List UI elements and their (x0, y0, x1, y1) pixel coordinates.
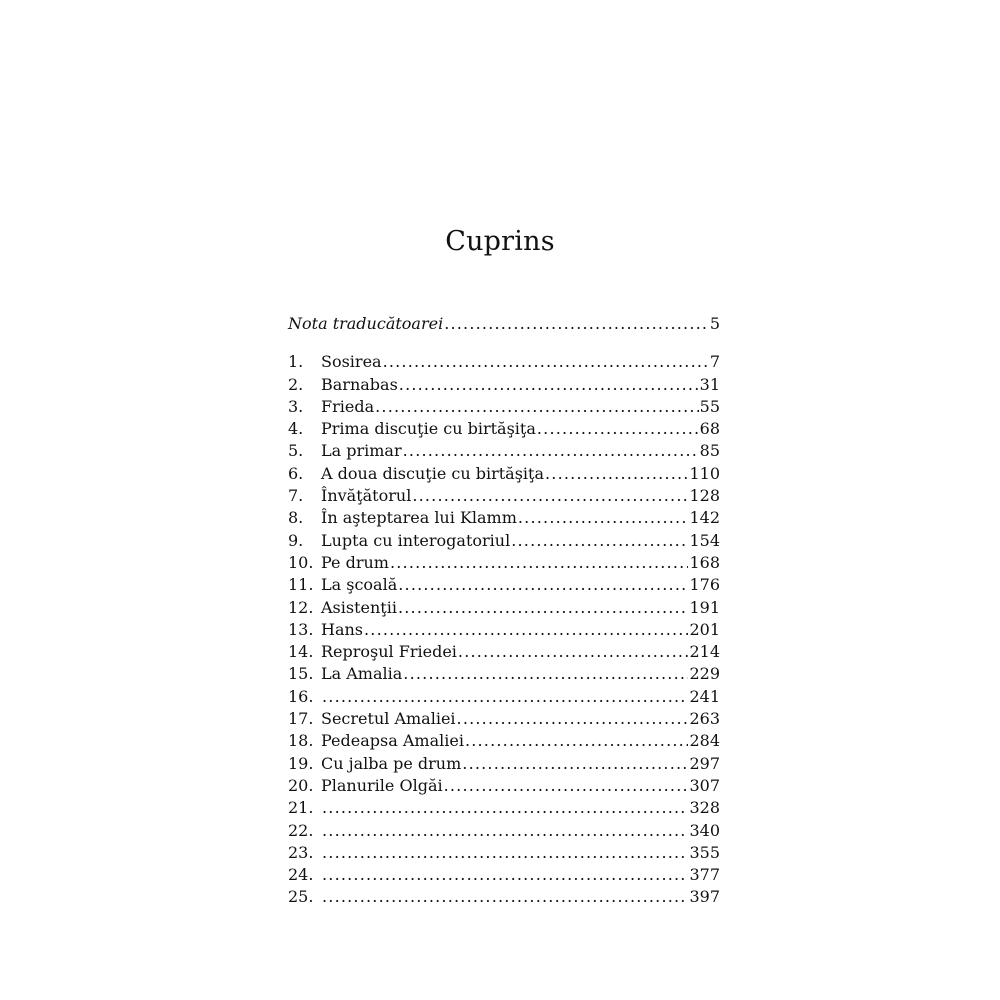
toc-entry-number: 10. (288, 552, 314, 572)
dot-leader (444, 313, 709, 335)
toc-entry[interactable] (288, 842, 720, 864)
dot-leader (383, 351, 709, 373)
chapter-list (288, 351, 720, 908)
toc-entry-page: 397 (689, 887, 720, 907)
toc-entry-page: 229 (689, 664, 720, 684)
toc-entry-number: 3. (288, 396, 304, 416)
dot-leader (390, 552, 688, 574)
toc-entry-label: Sosirea (321, 352, 382, 372)
toc-entry-page: 241 (689, 686, 720, 706)
toc-entry-label: Nota traducătoarei (288, 314, 444, 333)
toc-entry-number: 12. (288, 597, 314, 617)
toc-entry-label: Frieda (321, 396, 375, 416)
toc-entry-label: La Amalia (321, 664, 403, 684)
toc-entry[interactable] (288, 374, 720, 396)
toc-entry-label: La şcoală (321, 575, 398, 595)
toc-entry-number: 9. (288, 530, 304, 550)
toc-entry[interactable] (288, 597, 720, 619)
toc-entry-page: 31 (699, 374, 720, 394)
dot-leader (399, 374, 699, 396)
toc-entry-number: 19. (288, 753, 314, 773)
toc-entry-page: 85 (699, 441, 720, 461)
dot-leader (545, 463, 688, 485)
toc-entry-label: Învăţătorul (321, 486, 412, 506)
toc-entry-label: Cu jalba pe drum (321, 753, 462, 773)
toc-entry-page: 307 (689, 775, 720, 795)
toc-entry-label: În aşteptarea lui Klamm (321, 508, 517, 528)
dot-leader (465, 730, 689, 752)
toc-entry-number: 23. (288, 842, 314, 862)
toc-entry-number: 20. (288, 775, 314, 795)
toc-entry-label: Pe drum (321, 552, 389, 572)
toc-entry-page: 355 (689, 842, 720, 862)
toc-entry-page: 284 (689, 731, 720, 751)
toc-entry[interactable] (288, 351, 720, 373)
toc-entry-page: 142 (689, 508, 720, 528)
toc-entry-number: 7. (288, 486, 304, 506)
dot-leader (403, 663, 688, 685)
toc-entry-number: 15. (288, 664, 314, 684)
toc-entry-page: 328 (689, 798, 720, 818)
toc-entry-page: 201 (689, 619, 720, 639)
dot-leader (457, 708, 689, 730)
toc-entry[interactable] (288, 463, 720, 485)
table-of-contents (288, 313, 720, 909)
toc-entry-number: 1. (288, 352, 304, 372)
toc-entry-page: 168 (689, 552, 720, 572)
toc-entry-page: 377 (689, 865, 720, 885)
toc-entry-page: 128 (689, 486, 720, 506)
toc-entry-page: 214 (689, 642, 720, 662)
toc-entry-number: 25. (288, 887, 314, 907)
toc-entry-page: 191 (689, 597, 720, 617)
dot-leader (322, 820, 688, 842)
dot-leader (511, 530, 688, 552)
dot-leader (462, 753, 688, 775)
toc-entry-number: 18. (288, 731, 314, 751)
page-title: Cuprins (445, 226, 555, 257)
toc-entry[interactable] (288, 552, 720, 574)
toc-entry-page: 5 (709, 314, 720, 333)
dot-leader (444, 775, 689, 797)
dot-leader (398, 574, 688, 596)
toc-entry-number: 4. (288, 419, 304, 439)
toc-entry-label: Reproşul Friedei (321, 642, 457, 662)
toc-entry[interactable] (288, 574, 720, 596)
toc-entry-page: 110 (689, 463, 720, 483)
toc-entry-number: 8. (288, 508, 304, 528)
toc-entry-number: 16. (288, 686, 314, 706)
toc-entry-label: Prima discuţie cu birtăşiţa (321, 419, 536, 439)
toc-entry-number: 13. (288, 619, 314, 639)
dot-leader (518, 507, 689, 529)
toc-entry-number: 22. (288, 820, 314, 840)
dot-leader (537, 418, 699, 440)
toc-entry-label: Asistenţii (321, 597, 397, 617)
dot-leader (322, 797, 688, 819)
toc-entry-page: 176 (689, 575, 720, 595)
dot-leader (375, 396, 699, 418)
toc-entry-label: La primar (321, 441, 402, 461)
toc-entry[interactable] (288, 507, 720, 529)
toc-entry-number: 21. (288, 798, 314, 818)
toc-entry-label: Pedeapsa Amaliei (321, 731, 464, 751)
toc-entry[interactable] (288, 663, 720, 685)
toc-entry[interactable] (288, 619, 720, 641)
dot-leader (398, 597, 688, 619)
dot-leader (322, 864, 688, 886)
toc-entry[interactable] (288, 440, 720, 462)
toc-entry-number: 17. (288, 709, 314, 729)
dot-leader (403, 440, 699, 462)
toc-entry[interactable] (288, 485, 720, 507)
toc-entry-label: Secretul Amaliei (321, 709, 456, 729)
toc-entry-page: 7 (709, 352, 720, 372)
toc-entry-page: 297 (689, 753, 720, 773)
toc-entry-page: 263 (689, 709, 720, 729)
toc-entry-label: Hans (321, 619, 364, 639)
toc-entry-number: 5. (288, 441, 304, 461)
toc-entry-intro[interactable] (288, 313, 720, 335)
toc-entry[interactable] (288, 641, 720, 663)
toc-entry-label: A doua discuţie cu birtăşiţa (321, 463, 545, 483)
toc-entry-page: 154 (689, 530, 720, 550)
toc-entry[interactable] (288, 418, 720, 440)
toc-entry[interactable] (288, 730, 720, 752)
toc-entry-page: 68 (699, 419, 720, 439)
dot-leader (322, 842, 688, 864)
toc-entry-label: Barnabas (321, 374, 398, 394)
toc-entry[interactable] (288, 820, 720, 842)
toc-entry[interactable] (288, 396, 720, 418)
toc-entry[interactable] (288, 686, 720, 708)
toc-entry[interactable] (288, 753, 720, 775)
toc-entry-number: 6. (288, 463, 304, 483)
toc-entry[interactable] (288, 708, 720, 730)
dot-leader (322, 886, 688, 908)
dot-leader (458, 641, 689, 663)
dot-leader (364, 619, 688, 641)
toc-entry-label: Planurile Olgăi (321, 775, 443, 795)
toc-entry[interactable] (288, 530, 720, 552)
toc-entry-number: 11. (288, 575, 314, 595)
toc-entry-label: Lupta cu interogatoriul (321, 530, 511, 550)
toc-entry-number: 24. (288, 865, 314, 885)
toc-entry[interactable] (288, 797, 720, 819)
toc-entry-page: 55 (699, 396, 720, 416)
toc-entry-number: 14. (288, 642, 314, 662)
dot-leader (412, 485, 688, 507)
dot-leader (322, 686, 688, 708)
toc-entry-number: 2. (288, 374, 304, 394)
toc-entry[interactable] (288, 864, 720, 886)
toc-entry[interactable] (288, 775, 720, 797)
toc-entry[interactable] (288, 886, 720, 908)
toc-entry-page: 340 (689, 820, 720, 840)
